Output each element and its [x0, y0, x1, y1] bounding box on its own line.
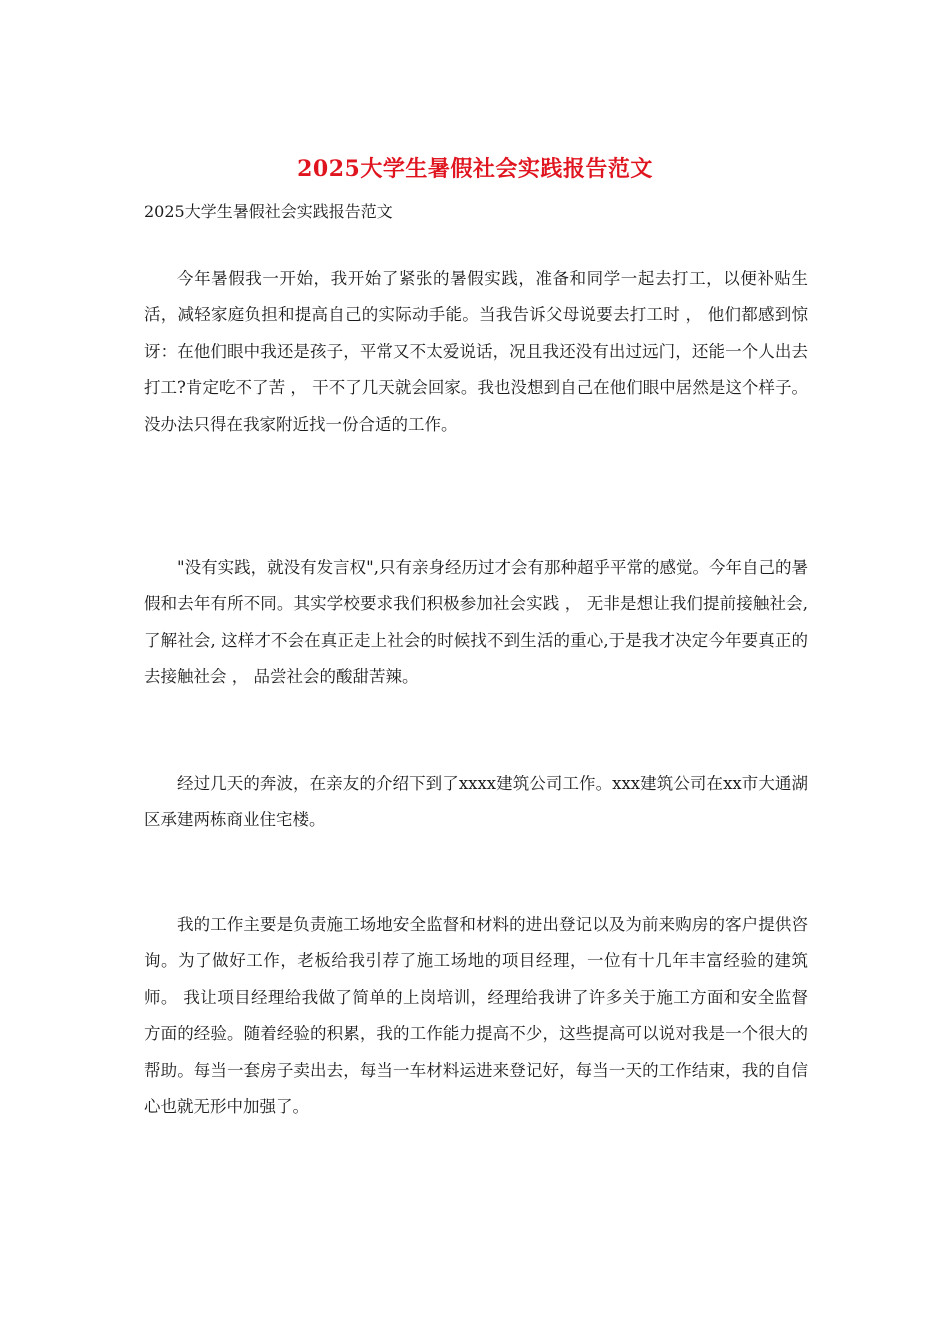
- paragraph-4: 我的工作主要是负责施工场地安全监督和材料的进出登记以及为前来购房的客户提供咨询。为了做好工作，老板给我引荐了施工场地的项目经理，一位有十几年丰富经验的建筑师。 我让项目经理给我做了简单的上岗培训，经理给我讲了许多关于施工方面和安全监督方面的经验。随着经验的积累，我的工作能力提高不少，这些提高可以说对我是一个很大的帮助。每当一套房子卖出去，每当一车材料运进来登记好，每当一天的工作结束，我的自信心也就无形中加强了。: [144, 915, 808, 1117]
- paragraph-1: 今年暑假我一开始，我开始了紧张的暑假实践，准备和同学一起去打工，以便补贴生活，减轻家庭负担和提高自己的实际动手能。当我告诉父母说要去打工时 ， 他们都感到惊讶：在他们眼中我还是孩子，平常又不太爱说话，况且我还没有出过远门，还能一个人出去打工?肯定吃不了苦 ， 干不了几天就会回家。我也没想到自己在他们眼中居然是这个样子。没办法只得在我家附近找一份合适的工作。: [144, 269, 808, 434]
- paragraph-3: 经过几天的奔波，在亲友的介绍下到了xxxx建筑公司工作。xxx建筑公司在xx市大通湖区承建两栋商业住宅楼。: [144, 774, 808, 830]
- paragraph-2: "没有实践，就没有发言权",只有亲身经历过才会有那种超乎平常的感觉。今年自己的暑假和去年有所不同。其实学校要求我们积极参加社会实践 ， 无非是想让我们提前接触社会,了解社会, 这样才不会在真正走上社会的时候找不到生活的重心,于是我才决定今年要真正的去接触社会 ， 品尝社会的酸甜苦辣。: [144, 558, 808, 687]
- document-subtitle: 2025大学生暑假社会实践报告范文: [144, 202, 393, 221]
- document-title: 2025大学生暑假社会实践报告范文: [297, 156, 653, 182]
